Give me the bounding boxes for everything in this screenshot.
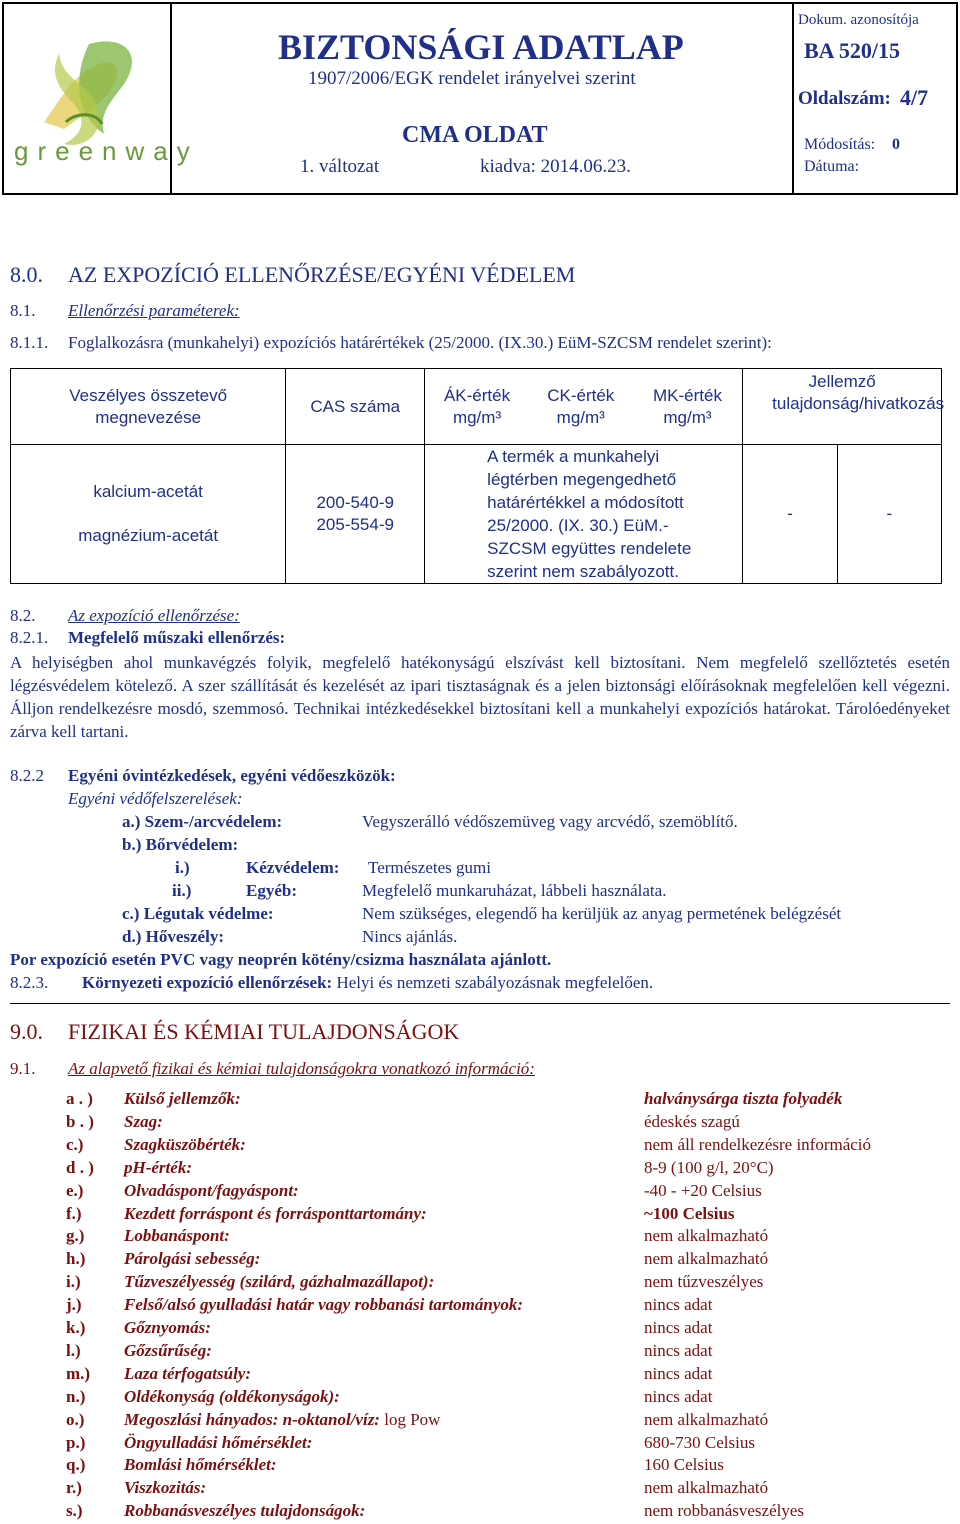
title-area: [170, 4, 794, 193]
component-name-1: kalcium-acetát: [93, 482, 203, 501]
doc-id: BA 520/15: [804, 38, 900, 63]
section-9-1-title: Az alapvető fizikai és kémiai tulajdonságokra vonatkozó információ:: [68, 1059, 535, 1078]
hand-protection-label: Kézvédelem:: [246, 858, 340, 877]
property-value: ~100 Celsius: [644, 1203, 735, 1223]
property-label: Párolgási sebesség:: [124, 1249, 261, 1269]
document-header: [2, 2, 958, 195]
property-label: Külső jellemzők:: [124, 1089, 241, 1108]
modification-label: Módosítás:: [804, 136, 876, 153]
document-title: BIZTONSÁGI ADATLAP: [278, 27, 684, 67]
hand-protection-value: Természetes gumi: [368, 858, 491, 877]
section-9-heading: FIZIKAI ÉS KÉMIAI TULAJDONSÁGOK: [68, 1019, 460, 1044]
property-value-2: -: [837, 445, 941, 584]
property-value: nincs adat: [644, 1386, 713, 1406]
section-8-2-title: Az expozíció ellenőrzése:: [68, 606, 240, 625]
section-9-number: 9.0.: [10, 1019, 43, 1044]
section-8-1-1-number: 8.1.1.: [10, 333, 49, 352]
section-8-2-1-number: 8.2.1.: [10, 628, 49, 647]
hand-protection-index: i.): [175, 858, 190, 877]
ppe-label: Egyéni védőfelszerelések:: [68, 789, 243, 808]
section-8-number: 8.0.: [10, 262, 43, 287]
section-8-1-number: 8.1.: [10, 301, 36, 320]
property-label: Robbanásveszélyes tulajdonságok:: [124, 1501, 366, 1521]
property-value: nem robbanásveszélyes: [644, 1501, 805, 1521]
property-letter: m.): [66, 1363, 91, 1383]
property-letter: p.): [66, 1432, 86, 1452]
other-protection-value: Megfelelő munkaruházat, lábbeli használata.: [362, 881, 667, 900]
cas-numbers: [286, 445, 425, 584]
section-8-2-2-title: Egyéni óvintézkedések, egyéni védőeszközök:: [68, 766, 396, 785]
exposure-limits-table: [10, 368, 945, 584]
property-value: 160 Celsius: [644, 1455, 724, 1475]
product-name: CMA OLDAT: [402, 122, 548, 148]
section-8-2-3-number: 8.2.3.: [10, 973, 49, 992]
property-letter: g.): [66, 1226, 85, 1246]
version-text: 1. változat: [300, 156, 380, 177]
property-value: 8-9 (100 g/l, 20°C): [644, 1157, 774, 1177]
property-label-extra: log Pow: [379, 1409, 441, 1429]
section-8-2-3-line: [82, 973, 653, 993]
other-protection-index: ii.): [172, 881, 192, 900]
skin-protection-label: b.) Bőrvédelem:: [122, 835, 239, 854]
section-8-1-1-title: Foglalkozásra (munkahelyi) expozíciós határértékek (25/2000. (IX.30.) EüM-SZCSM rendelet szerint):: [68, 333, 772, 352]
property-letter: d . ): [66, 1157, 94, 1177]
section-8-1-title: Ellenőrzési paraméterek:: [68, 301, 240, 320]
property-letter: e.): [66, 1180, 84, 1200]
property-value: nincs adat: [644, 1340, 713, 1360]
page-label: Oldalszám:: [798, 88, 891, 109]
header-property-text: Jellemző tulajdonság/hivatkozás: [772, 372, 945, 413]
other-protection-label: Egyéb:: [246, 881, 297, 900]
property-letter: o.): [66, 1409, 85, 1429]
limits-note-text: A termék a munkahelyi légtérben megengedhető határértékkel a módosított 25/2000. (IX. 30.) EüM.- SZCSM együttes rendelete szerint nem szabályozott.: [487, 447, 692, 581]
page-number: 4/7: [900, 85, 929, 110]
property-value: nem áll rendelkezésre információ: [644, 1134, 872, 1154]
header-property: [743, 369, 945, 445]
property-letter: s.): [66, 1501, 83, 1521]
section-8-2-1-title: Megfelelő műszaki ellenőrzés:: [68, 628, 286, 647]
property-letter: j.): [66, 1295, 82, 1315]
property-label: Kezdett forráspont és forrásponttartomány:: [124, 1203, 427, 1223]
property-label: Oldékonyság (oldékonyságok):: [124, 1386, 340, 1406]
section-8-2-3-text: Helyi és nemzeti szabályozásnak megfelelően.: [336, 973, 654, 992]
property-label: Tűzveszélyesség (szilárd, gázhalmazállapot):: [124, 1272, 435, 1292]
property-label: pH-érték:: [124, 1157, 192, 1177]
doc-id-label: Dokum. azonosítója: [798, 12, 919, 28]
header-ck: [529, 369, 633, 445]
header-ak-text: ÁK-érték mg/m³: [443, 385, 511, 427]
property-value: halványsárga tiszta folyadék: [644, 1089, 843, 1108]
property-letter: q.): [66, 1455, 86, 1475]
cas-number-2: 205-554-9: [316, 515, 394, 534]
component-name-2: magnézium-acetát: [78, 526, 219, 545]
component-names: [11, 445, 286, 584]
property-value: nem alkalmazható: [644, 1409, 769, 1429]
header-cas: CAS száma: [286, 369, 425, 445]
section-8-2-2-number: 8.2.2: [10, 766, 44, 785]
property-label: Bomlási hőmérséklet:: [124, 1455, 277, 1475]
property-value: nincs adat: [644, 1318, 713, 1337]
issue-date: kiadva: 2014.06.23.: [480, 156, 631, 177]
document-subtitle: 1907/2006/EGK rendelet irányelvei szerint: [308, 68, 636, 89]
property-label: Gőznyomás:: [124, 1318, 211, 1337]
property-letter: b . ): [66, 1111, 94, 1131]
section-8-2-number: 8.2.: [10, 606, 36, 625]
logo-wordmark: greenway: [14, 136, 199, 166]
eye-protection-value: Vegyszerálló védőszemüveg vagy arcvédő, szemöblítő.: [362, 812, 738, 831]
header-name: [11, 369, 286, 445]
section-8-heading: AZ EXPOZÍCIÓ ELLENŐRZÉSE/EGYÉNI VÉDELEM: [68, 262, 576, 287]
header-mk: [633, 369, 743, 445]
property-value: nem alkalmazható: [644, 1478, 769, 1498]
property-value: nem alkalmazható: [644, 1249, 769, 1269]
date-label: Dátuma:: [804, 158, 860, 175]
header-ck-text: CK-érték mg/m³: [547, 385, 615, 427]
property-letter: r.): [66, 1478, 82, 1498]
property-letter: l.): [66, 1340, 81, 1360]
cas-number-1: 200-540-9: [316, 493, 394, 512]
header-name-text: Veszélyes összetevő megnevezése: [69, 385, 228, 427]
property-letter: n.): [66, 1386, 86, 1406]
property-value: -40 - +20 Celsius: [644, 1180, 762, 1200]
property-letter: a . ): [66, 1089, 93, 1108]
limits-note: [425, 445, 743, 584]
header-ak: [425, 369, 529, 445]
document-meta: [792, 4, 956, 193]
thermal-hazard-value: Nincs ajánlás.: [362, 927, 458, 946]
property-letter: f.): [66, 1203, 82, 1223]
property-label: Olvadáspont/fagyáspont:: [124, 1180, 299, 1200]
property-label: Öngyulladási hőmérséklet:: [124, 1432, 313, 1452]
property-letter: i.): [66, 1272, 81, 1292]
property-label: Viszkozitás:: [124, 1478, 207, 1498]
property-value-1: -: [743, 445, 837, 584]
property-label: Felső/alsó gyulladási határ vagy robbanási tartományok:: [124, 1295, 524, 1315]
property-label: Szagküszöbérték:: [124, 1134, 246, 1154]
section-9-1-number: 9.1.: [10, 1059, 36, 1078]
property-value: nincs adat: [644, 1363, 713, 1383]
property-value: édeskés szagú: [644, 1111, 740, 1131]
property-value: 680-730 Celsius: [644, 1432, 755, 1452]
property-label: Laza térfogatsúly:: [124, 1363, 252, 1383]
modification-value: 0: [892, 136, 900, 153]
property-letter: h.): [66, 1249, 86, 1269]
property-value: nem alkalmazható: [644, 1226, 769, 1246]
section-divider: [10, 1003, 950, 1004]
respiratory-protection-label: c.) Légutak védelme:: [122, 904, 274, 923]
property-label: Szag:: [124, 1111, 163, 1131]
property-label: Megoszlási hányados: n-oktanol/víz: log Pow: [124, 1409, 441, 1429]
property-value: nincs adat: [644, 1295, 713, 1315]
header-mk-text: MK-érték mg/m³: [652, 385, 722, 427]
property-label: Gőzsűrűség:: [124, 1340, 212, 1360]
property-value: nem tűzveszélyes: [644, 1272, 764, 1292]
engineering-controls-text: A helyiségben ahol munkavégzés folyik, megfelelő hatékonyságú elszívást kell biztosítani. Nem megfelelő szellőztetés esetén légzésvédelem kötelező. A szer szállítását és kezelését az ipari tisztaságnak és a jelen biztonsági előírásoknak megfelelően kell végezni. Álljon rendelkezésre mosdó, szemmosó. Technikai intézkedésekkel biztosítani kell a munkahelyi expozíciós határokat. Tárolóedényeket zárva kell tartani.: [10, 653, 950, 741]
logo-area: [4, 4, 199, 193]
respiratory-protection-value: Nem szükséges, elegendő ha kerüljük az anyag permetének belégzését: [362, 904, 842, 923]
thermal-hazard-label: d.) Hőveszély:: [122, 927, 224, 946]
section-8-2-3-title: Környezeti expozíció ellenőrzések:: [82, 973, 333, 992]
pvc-recommendation: Por expozíció esetén PVC vagy neoprén kötény/csizma használata ajánlott.: [10, 950, 552, 969]
property-label: Lobbanáspont:: [124, 1226, 230, 1246]
eye-protection-label: a.) Szem-/arcvédelem:: [122, 812, 283, 831]
property-letter: c.): [66, 1134, 84, 1154]
property-letter: k.): [66, 1318, 86, 1337]
